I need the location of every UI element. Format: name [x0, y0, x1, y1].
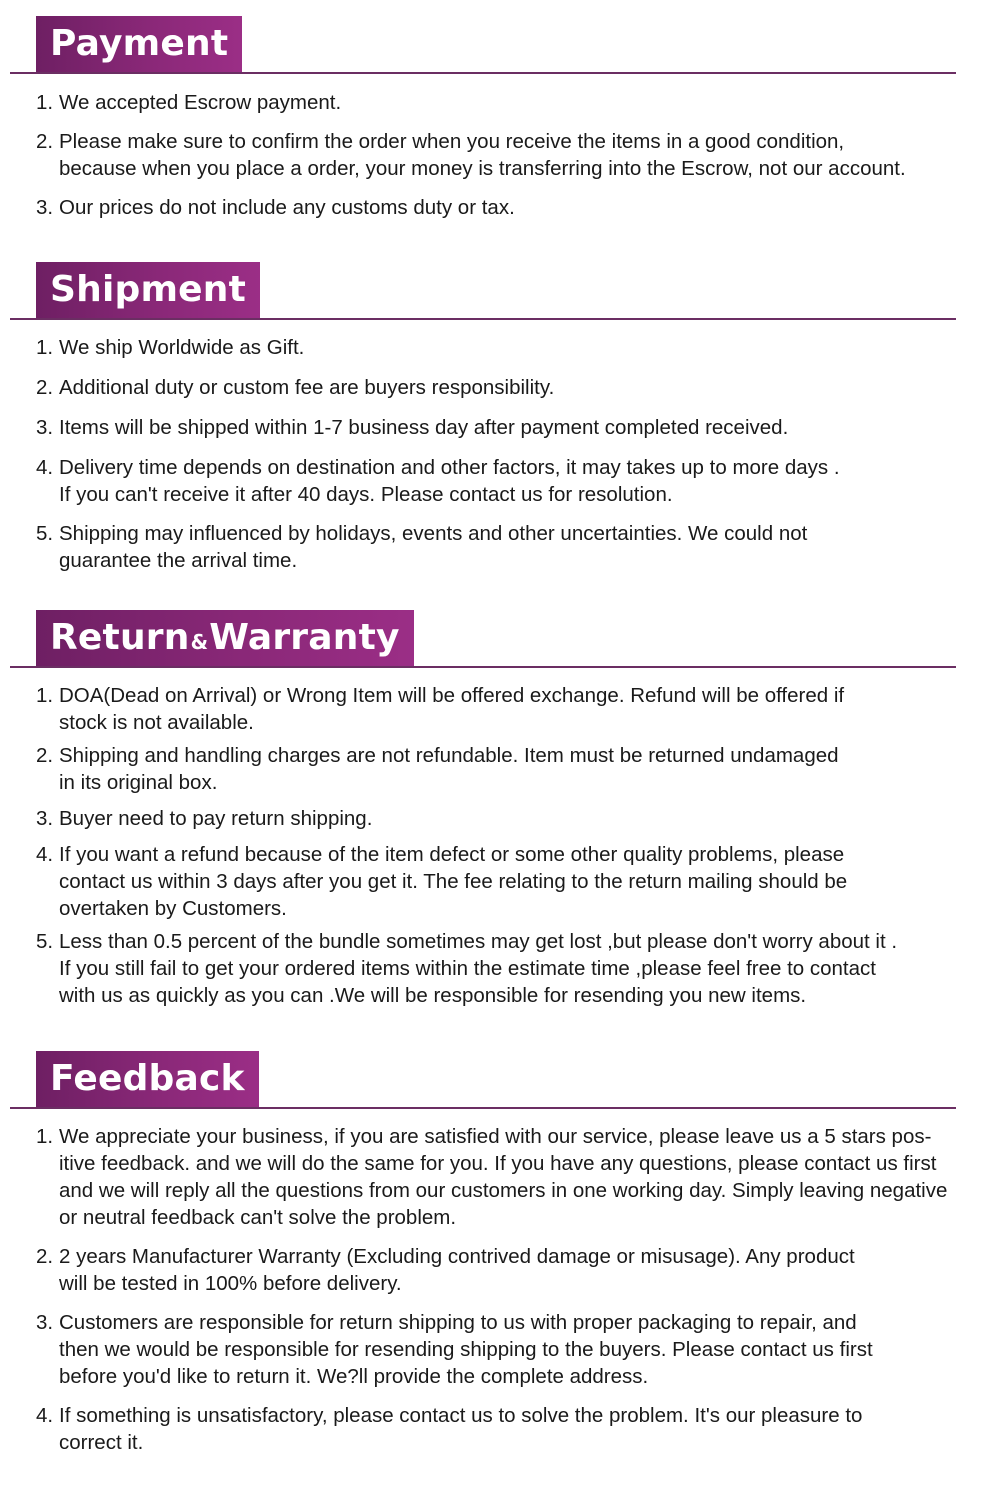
- return-warranty-section: [0, 610, 1000, 1007]
- payment-section: [0, 16, 1000, 219]
- feedback-divider: [10, 1107, 956, 1109]
- list-item: 2. 2 years Manufacturer Warranty (Excluding contrived damage or misusage). Any product will be tested in 100% before delivery.: [36, 1245, 855, 1295]
- payment-list: [36, 89, 966, 221]
- list-item: 5. Shipping may influenced by holidays, events and other uncertainties. We could not guarantee the arrival time.: [36, 522, 808, 572]
- list-item: 4. If you want a refund because of the item defect or some other quality problems, please contact us within 3 days after you get it. The fee relating to the return mailing should be overtaken by Customers.: [36, 843, 848, 920]
- list-item: 3. Buyer need to pay return shipping.: [36, 807, 373, 830]
- list-item: 4. If something is unsatisfactory, please contact us to solve the problem. It's our pleasure to correct it.: [36, 1404, 863, 1454]
- return-warranty-list: [36, 682, 966, 1009]
- shipment-section: [0, 262, 1000, 572]
- list-item: 2. Shipping and handling charges are not refundable. Item must be returned undamaged in its original box.: [36, 744, 839, 794]
- payment-heading: Payment: [36, 16, 242, 72]
- feedback-list: [36, 1123, 966, 1456]
- feedback-heading-row: [0, 1051, 1000, 1109]
- list-item: 1. We ship Worldwide as Gift.: [36, 336, 305, 359]
- return-warranty-heading: Return&Warranty: [36, 610, 414, 666]
- list-item: 1. We accepted Escrow payment.: [36, 91, 342, 114]
- payment-divider: [10, 72, 956, 74]
- shipment-heading: Shipment: [36, 262, 260, 318]
- return-warranty-divider: [10, 666, 956, 668]
- shipment-divider: [10, 318, 956, 320]
- feedback-section: [0, 1051, 1000, 1454]
- shipment-heading-row: [0, 262, 1000, 320]
- list-item: 4. Delivery time depends on destination and other factors, it may takes up to more days . If you can't receive it after 40 days. Please contact us for resolution.: [36, 456, 840, 506]
- list-item: 2. Additional duty or custom fee are buyers responsibility.: [36, 376, 555, 399]
- payment-heading-row: [0, 16, 1000, 74]
- return-warranty-heading-row: [0, 610, 1000, 668]
- shipment-list: [36, 334, 966, 574]
- list-item: 1. DOA(Dead on Arrival) or Wrong Item will be offered exchange. Refund will be offered if stock is not available.: [36, 684, 845, 734]
- list-item: 2. Please make sure to confirm the order when you receive the items in a good condition, because when you place a order, your money is transferring into the Escrow, not our account.: [36, 130, 906, 180]
- list-item: 5. Less than 0.5 percent of the bundle sometimes may get lost ,but please don't worry about it . If you still fail to get your ordered items within the estimate time ,please feel free to contact with us as quickly as you can .We will be responsible for resending you new items.: [36, 930, 898, 1007]
- list-item: 3. Items will be shipped within 1-7 business day after payment completed received.: [36, 416, 789, 439]
- feedback-heading: Feedback: [36, 1051, 259, 1107]
- list-item: 3. Our prices do not include any customs duty or tax.: [36, 196, 515, 219]
- list-item: 3. Customers are responsible for return shipping to us with proper packaging to repair, and then we would be responsible for resending shipping to the buyers. Please contact us first before you'd like to return it. We?ll provide the complete address.: [36, 1311, 873, 1388]
- list-item: 1. We appreciate your business, if you are satisfied with our service, please leave us a 5 stars pos- itive feedback. and we will do the same for you. If you have any questions, please contact us first and we will reply all the questions from our customers in one working day. Simply leaving negative or neutral feedback can't solve the problem.: [36, 1125, 948, 1229]
